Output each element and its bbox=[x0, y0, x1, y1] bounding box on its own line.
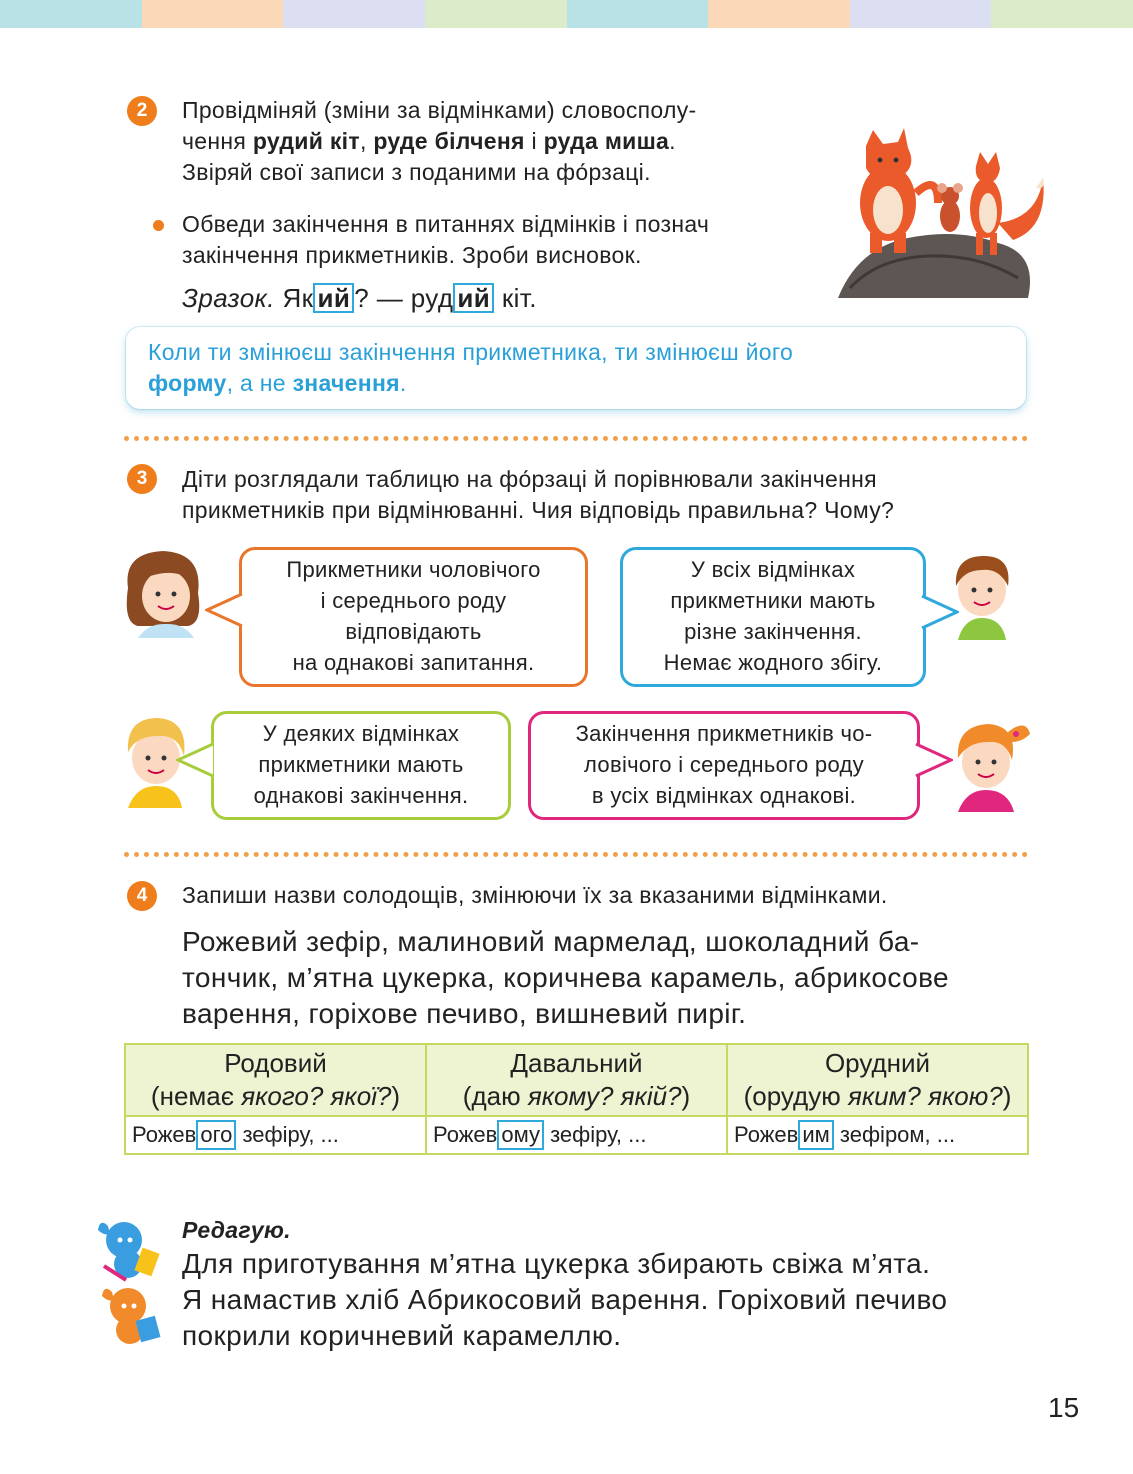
table-header-cell: Орудний (орудую яким? якою?) bbox=[727, 1044, 1028, 1116]
edit-text: Для приготування м’ятна цукерка збирають свіжа м’ята. Я намастив хліб Абрикосовий варення. Горіховий печиво покрили коричневий карамеллю. bbox=[182, 1248, 948, 1351]
bullet-icon bbox=[153, 220, 164, 231]
ending-box: им bbox=[798, 1120, 833, 1150]
ending-box: ий bbox=[313, 283, 354, 313]
table-cell: Рожев им зефіром, ... bbox=[727, 1116, 1028, 1154]
table-header-cell: Родовий (немає якого? якої?) bbox=[125, 1044, 426, 1116]
speech-bubble-4: Закінчення прикметників чо- ловічого і середнього роду в усіх відмінках однакові. bbox=[528, 711, 920, 820]
table-header-row bbox=[125, 1044, 1028, 1116]
task-2-number: 2 bbox=[127, 96, 157, 126]
task-2-line-1: Провідміняй (зміни за відмінками) словосполу- bbox=[182, 97, 697, 123]
cases-table bbox=[124, 1043, 1029, 1155]
ending-box: ого bbox=[196, 1120, 236, 1150]
bubble-tail bbox=[176, 742, 216, 778]
dotted-divider bbox=[124, 436, 1028, 441]
rule-line-2: форму, а не значення. bbox=[148, 370, 407, 396]
bubble-tail bbox=[205, 592, 245, 628]
ending-box: ому bbox=[497, 1120, 544, 1150]
rule-line-1: Коли ти змінюєш закінчення прикметника, ти змінюєш його bbox=[148, 339, 794, 365]
task-2-line-3: Звіряй свої записи з поданими на фо́рзаці. bbox=[182, 159, 651, 185]
task-4-number: 4 bbox=[127, 881, 157, 911]
girl-avatar bbox=[118, 548, 210, 638]
ginger-girl-avatar bbox=[946, 712, 1032, 812]
rule-box bbox=[126, 327, 1026, 409]
edit-title: Редагую. bbox=[182, 1217, 291, 1243]
animals-on-rock-illustration bbox=[838, 128, 1048, 303]
task-3-text: Діти розглядали таблицю на фо́рзаці й порівнювали закінчення прикметників при відмінюванні. Чия відповідь правильна? Чому? bbox=[182, 466, 895, 523]
table-cell: Рожев ому зефіру, ... bbox=[426, 1116, 727, 1154]
task-2-text bbox=[182, 95, 802, 188]
table-header-cell: Давальний (даю якому? якій?) bbox=[426, 1044, 727, 1116]
top-color-stripes bbox=[0, 0, 1133, 28]
speech-bubble-1: Прикметники чоловічого і середнього роду відповідають на однакові запитання. bbox=[239, 547, 588, 687]
speech-bubble-3: У деяких відмінках прикметники мають однакові закінчення. bbox=[211, 711, 511, 820]
ending-box: ий bbox=[453, 283, 494, 313]
task-4-instruction: Запиши назви солодощів, змінюючи їх за вказаними відмінками. bbox=[182, 882, 888, 908]
task-2-sample: Зразок. Як ий ? — руд ий кіт. bbox=[182, 283, 537, 313]
page-number: 15 bbox=[1048, 1392, 1080, 1423]
task-3-number: 3 bbox=[127, 464, 157, 494]
task-2-line-2: чення рудий кіт, руде білченя і руда миша. bbox=[182, 128, 676, 154]
boy-avatar bbox=[944, 548, 1024, 640]
dotted-divider bbox=[124, 852, 1028, 857]
table-cell: Рожев ого зефіру, ... bbox=[125, 1116, 426, 1154]
speech-bubble-2: У всіх відмінках прикметники мають різне закінчення. Немає жодного збігу. bbox=[620, 547, 926, 687]
mascots-icon bbox=[98, 1218, 164, 1348]
table-row bbox=[125, 1116, 1028, 1154]
task-2-bullet-text: Обведи закінчення в питаннях відмінків і познач закінчення прикметників. Зроби висновок. bbox=[182, 211, 710, 268]
task-4-word-list: Рожевий зефір, малиновий мармелад, шоколадний ба- тончик, м’ятна цукерка, коричнева карамель, абрикосове варення, горіхове печиво, вишневий пиріг. bbox=[182, 926, 950, 1029]
